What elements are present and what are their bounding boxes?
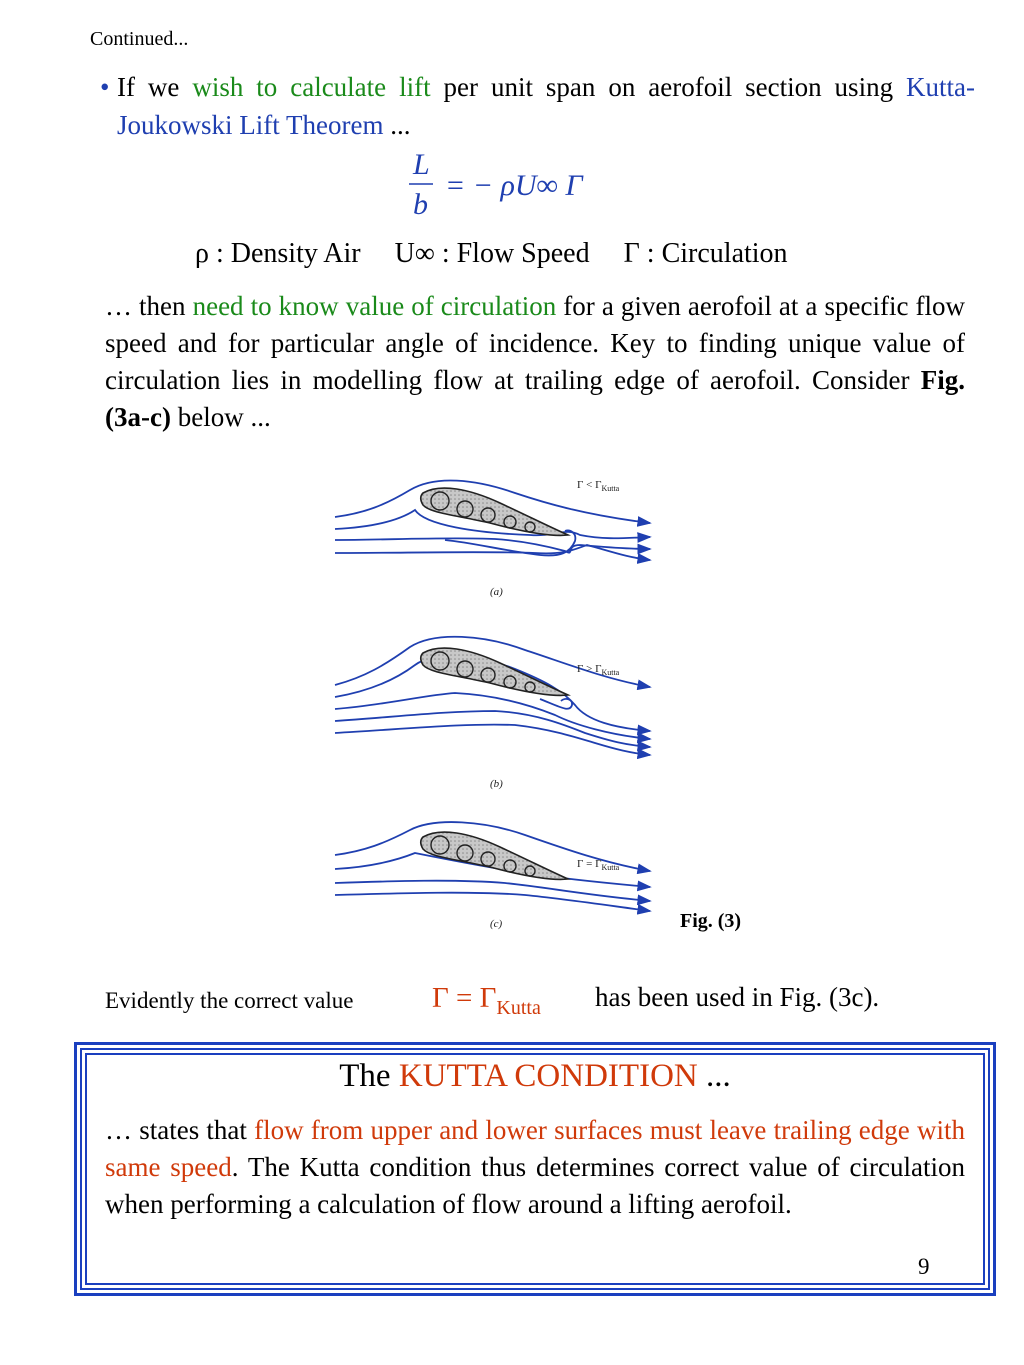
panel-c: [335, 822, 650, 930]
formula-numerator: L: [413, 148, 430, 181]
para1-text-3: ...: [383, 110, 411, 140]
figure-reference: Fig. (3a-c): [105, 365, 965, 432]
panel-b-condition: $\Gamma > \Gamma_{Kutta}$: [577, 663, 620, 677]
panel-b: [335, 637, 650, 790]
lift-formula: [405, 148, 635, 228]
symbol-legend: [195, 238, 788, 270]
lift-formula-svg: [405, 148, 635, 228]
para2-text-2: for a given aerofoil at a specific flow speed and for particular angle of incidence. Key to finding unique value of circulation lies in modelling flow at trailing edge of aerofoil. Consider: [105, 291, 965, 395]
legend-circulation: Γ : Circulation: [623, 238, 788, 269]
formula-rhs: = − ρU∞ Γ: [445, 169, 583, 202]
legend-rho: ρ : Density Air: [195, 238, 361, 269]
legend-flow-speed: U∞ : Flow Speed: [394, 238, 590, 269]
evident-text: Evidently the correct value: [105, 988, 354, 1013]
used-in-figure-text: has been used in Fig. (3c).: [595, 982, 880, 1012]
panel-c-label: (c): [490, 918, 503, 930]
kutta-condition-title: The KUTTA CONDITION ...: [339, 1058, 731, 1094]
para2-highlight-green: need to know value of circulation: [192, 291, 557, 321]
intro-paragraph: [100, 68, 975, 144]
kutta-highlight: flow from upper and lower surfaces must leave trailing edge with same speed: [105, 1115, 965, 1182]
aerofoil-flow-figure: [325, 465, 665, 945]
para1-text-1: If we: [117, 72, 193, 102]
circulation-paragraph: [105, 288, 965, 436]
aerofoil-figure-svg: [325, 465, 665, 945]
continued-label: Continued...: [90, 28, 189, 50]
panel-a-condition: $\Gamma < \Gamma_{Kutta}$: [577, 479, 620, 493]
para1-text-2: per unit span on aerofoil section using: [430, 72, 907, 102]
para2-text-3: below ...: [170, 402, 271, 432]
page-number: 9: [918, 1254, 930, 1279]
figure-caption: Fig. (3): [680, 910, 742, 932]
formula-denominator: b: [413, 188, 428, 221]
panel-c-condition: $\Gamma = \Gamma_{Kutta}$: [577, 858, 620, 872]
bullet-marker: •: [100, 72, 110, 102]
panel-a-label: (a): [490, 586, 503, 598]
para1-highlight-green: wish to calculate lift: [192, 72, 431, 102]
gamma-kutta-equation: $\Gamma = \Gamma_{Kutta}$: [432, 982, 541, 1019]
para2-text-1: … then: [105, 291, 193, 321]
panel-b-label: (b): [490, 778, 503, 790]
theorem-name: Kutta-Joukowski Lift Theorem: [117, 72, 975, 140]
kutta-condition-text: … states that flow from upper and lower surfaces must leave trailing edge with same speed. The Kutta condition thus determines correct value of circulation when performing a calculation of flow around a lifting aerofoil.: [105, 1115, 966, 1219]
panel-a: [335, 479, 650, 598]
